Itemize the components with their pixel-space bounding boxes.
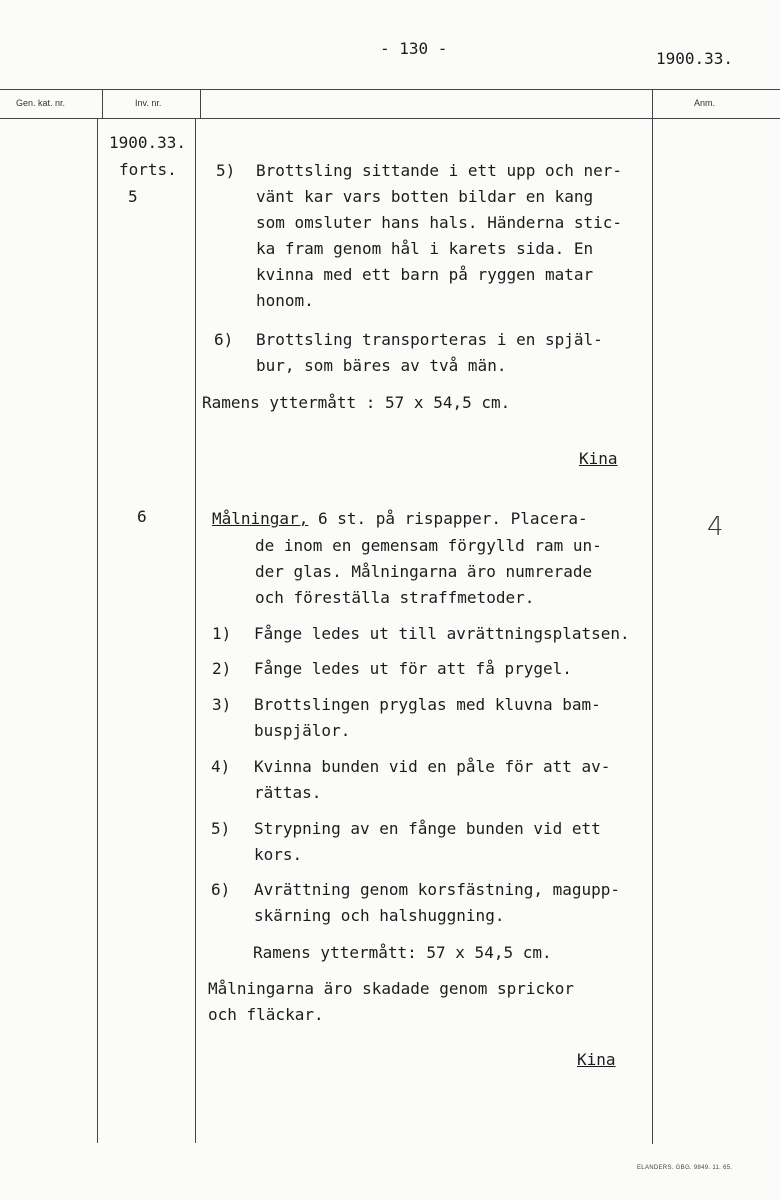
header-bottom-rule xyxy=(0,118,780,119)
entry6-damage-note xyxy=(208,976,574,1028)
text-line: som omsluter hans hals. Händerna stic- xyxy=(256,213,623,232)
text-line: ka fram genom hål i karets sida. En xyxy=(256,239,594,258)
item-number-6: 6 xyxy=(137,507,147,526)
text-line: Fånge ledes ut till avrättningsplatsen. xyxy=(254,624,630,643)
text-line: Brottslingen pryglas med kluvna bam- xyxy=(254,695,601,714)
entry5-sub-6-number: 6) xyxy=(214,330,234,349)
entry6-intro xyxy=(255,533,602,611)
text-line: och fläckar. xyxy=(208,1005,324,1024)
column-header-gen-kat-nr: Gen. kat. nr. xyxy=(16,98,66,108)
item-number-5: 5 xyxy=(128,187,138,206)
column-rule-header-1 xyxy=(102,89,103,118)
column-header-anm: Anm. xyxy=(694,98,716,108)
entry6-item-1-number: 1) xyxy=(212,624,232,643)
text-line: der glas. Målningarna äro numrerade xyxy=(255,562,593,581)
entry5-origin: Kina xyxy=(579,449,618,468)
text-line: rättas. xyxy=(254,783,322,802)
entry6-item-6-text xyxy=(254,877,620,929)
handwritten-margin-note: 4 xyxy=(707,512,724,542)
column-rule-2 xyxy=(195,118,196,1143)
text-line: Brottsling transporteras i en spjäl- xyxy=(256,330,603,349)
text-line: Strypning av en fånge bunden vid ett xyxy=(254,819,601,838)
entry6-intro-rest: 6 st. på rispapper. Placera- xyxy=(308,509,588,528)
text-line: vänt kar vars botten bildar en kang xyxy=(256,187,594,206)
text-line: Avrättning genom korsfästning, magupp- xyxy=(254,880,621,899)
entry6-origin: Kina xyxy=(577,1050,616,1069)
entry6-intro-first-line xyxy=(212,506,588,532)
entry6-frame-size: Ramens yttermått: 57 x 54,5 cm. xyxy=(253,943,552,962)
entry5-sub-5-text xyxy=(256,158,622,314)
text-line: Brottsling sittande i ett upp och ner- xyxy=(256,161,623,180)
entry6-item-4-number: 4) xyxy=(211,757,231,776)
continued-label: forts. xyxy=(119,160,177,179)
entry5-frame-size: Ramens yttermått : 57 x 54,5 cm. xyxy=(202,393,511,412)
catalog-number-header: 1900.33. xyxy=(656,49,734,68)
entry6-item-6-number: 6) xyxy=(211,880,231,899)
entry6-item-3-text xyxy=(254,692,601,744)
entry6-item-5-number: 5) xyxy=(211,819,231,838)
entry6-item-5-text xyxy=(254,816,601,868)
text-line: och föreställa straffmetoder. xyxy=(255,588,535,607)
text-line: de inom en gemensam förgylld ram un- xyxy=(255,536,602,555)
entry6-title: Målningar, xyxy=(212,509,309,528)
text-line: Målningarna äro skadade genom sprickor xyxy=(208,979,575,998)
text-line: kvinna med ett barn på ryggen matar xyxy=(256,265,594,284)
text-line: honom. xyxy=(256,291,314,310)
column-rule-1 xyxy=(97,118,98,1143)
page-number: - 130 - xyxy=(380,39,448,58)
entry6-item-2-text xyxy=(254,656,572,682)
entry5-sub-5-number: 5) xyxy=(216,161,236,180)
entry6-item-4-text xyxy=(254,754,610,806)
printer-mark: ELANDERS. GBG. 9849. 11. 65. xyxy=(637,1165,733,1171)
text-line: skärning och halshuggning. xyxy=(254,906,505,925)
text-line: bur, som bäres av två män. xyxy=(256,356,507,375)
entry5-sub-6-text xyxy=(256,327,603,379)
inventory-ref: 1900.33. xyxy=(109,133,187,152)
entry6-item-1-text xyxy=(254,621,630,647)
text-line: kors. xyxy=(254,845,303,864)
header-top-rule xyxy=(0,89,780,90)
column-rule-header-2 xyxy=(200,89,201,118)
text-line: Fånge ledes ut för att få prygel. xyxy=(254,659,572,678)
column-header-inv-nr: Inv. nr. xyxy=(135,98,162,108)
entry6-item-2-number: 2) xyxy=(212,659,232,678)
entry6-item-3-number: 3) xyxy=(212,695,232,714)
column-rule-3 xyxy=(652,89,653,1144)
text-line: buspjälor. xyxy=(254,721,351,740)
text-line: Kvinna bunden vid en påle för att av- xyxy=(254,757,611,776)
